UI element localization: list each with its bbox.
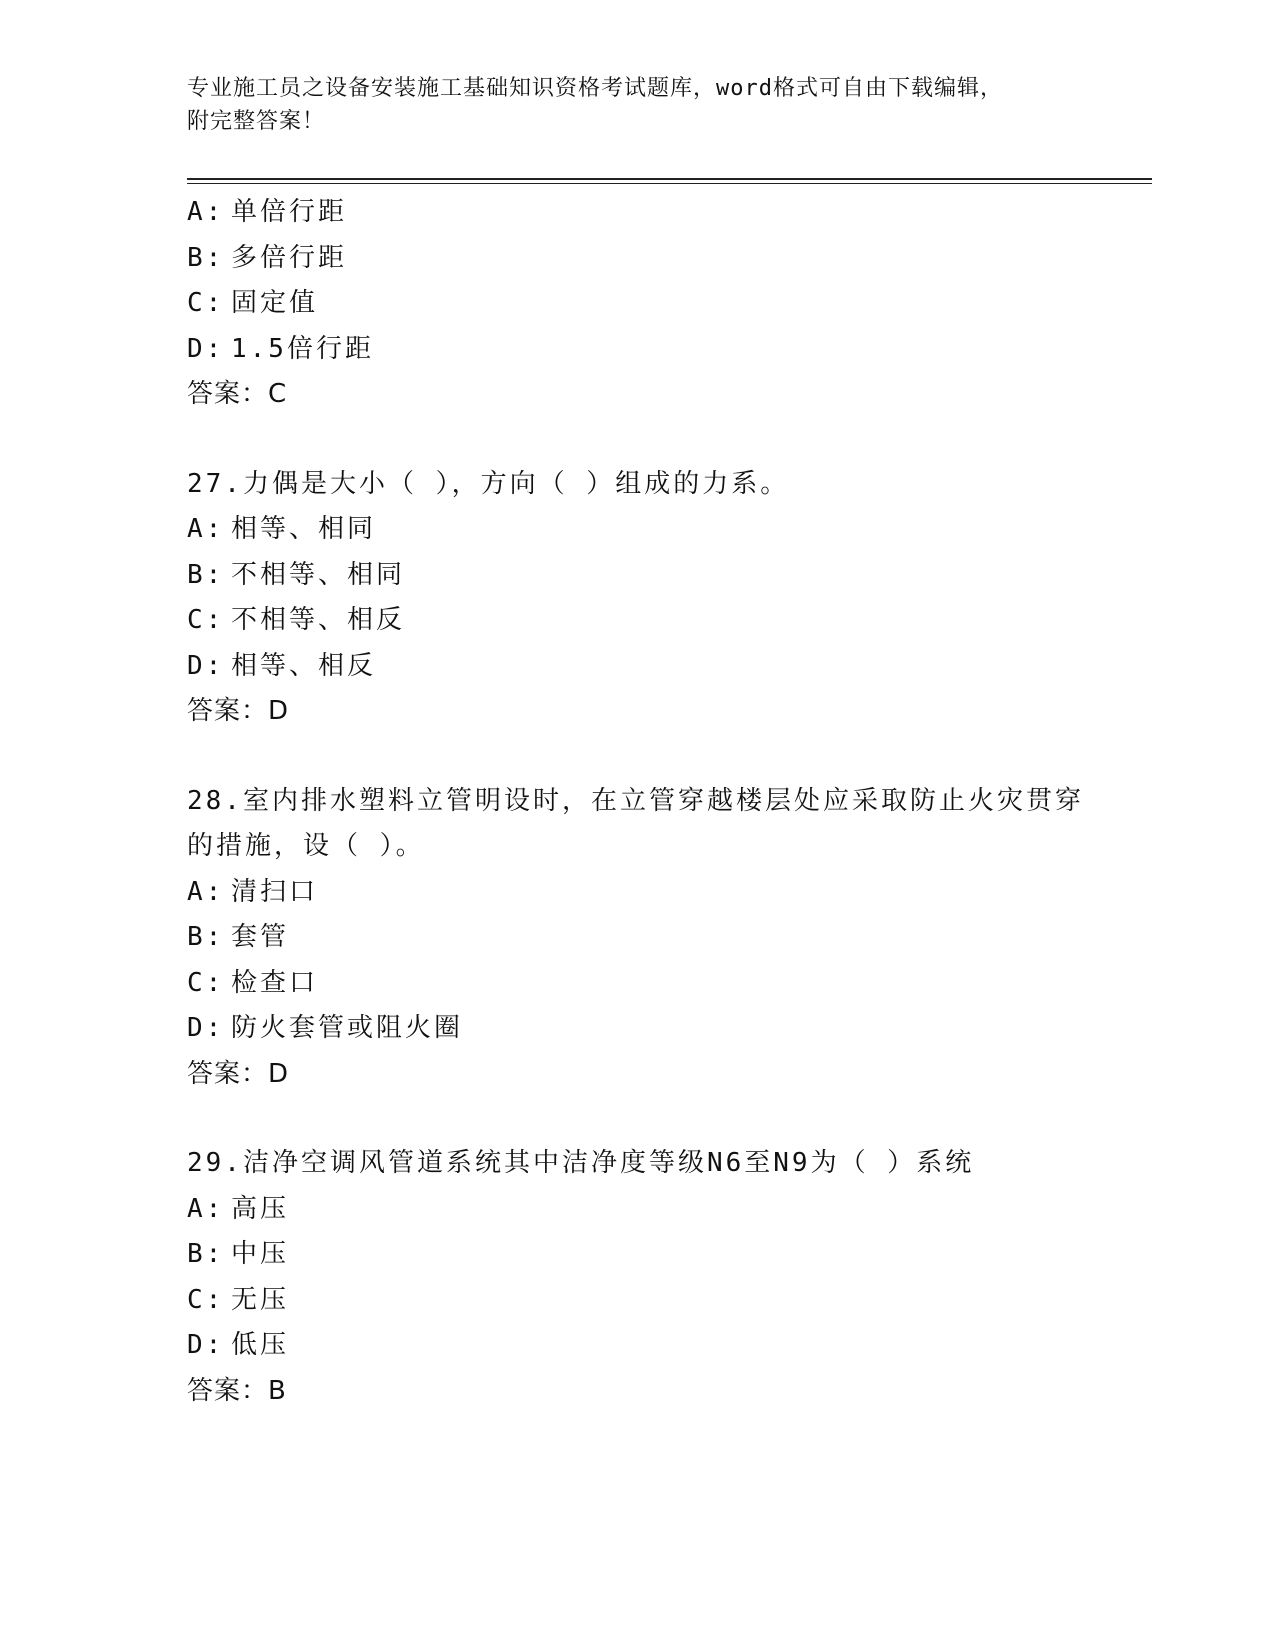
option-a [187,870,1152,916]
option-letter: D: [187,333,225,364]
option-text: 防火套管或阻火圈 [231,1013,464,1043]
option-letter: C: [187,288,225,318]
option-a [187,1187,1152,1233]
question-text: 27.力偶是大小（ ），方向（ ）组成的力系。 [187,468,790,499]
option-letter: C: [187,1284,225,1315]
header-line-2: 附完整答案！ [187,109,326,134]
answer: 答案：D [187,1058,290,1089]
document-header [187,72,1087,138]
option-a [187,190,1152,236]
option-text: 不相等、相同 [231,559,406,590]
option-a [187,507,1152,553]
option-text: 相等、相同 [231,514,377,544]
option-c [187,1278,1152,1324]
option-text: 低压 [231,1330,290,1360]
option-c [187,281,1152,327]
answer: 答案：D [187,696,290,726]
question-text: 29.洁净空调风管道系统其中洁净度等级N6至N9为（ ）系统 [187,1148,975,1178]
option-text: 相等、相反 [231,650,377,681]
option-letter: A: [187,876,225,907]
option-text: 高压 [231,1193,290,1224]
question-text-line-2: 的措施，设（ ）。 [187,831,425,861]
option-d [187,1323,1152,1369]
option-text: 固定值 [231,288,319,318]
option-letter: A: [187,1193,225,1224]
option-text: 不相等、相反 [231,605,406,635]
option-letter: A: [187,514,225,544]
question-28 [187,779,1152,1098]
option-d [187,644,1152,690]
option-b [187,553,1152,599]
option-b [187,915,1152,961]
option-b [187,236,1152,282]
option-text: 清扫口 [231,876,319,907]
option-letter: B: [187,922,225,952]
option-letter: D: [187,650,225,681]
option-letter: A: [187,197,225,227]
question-text-line-1: 28.室内排水塑料立管明设时，在立管穿越楼层处应采取防止火灾贯穿 [187,785,1084,816]
option-letter: B: [187,242,225,273]
option-text: 多倍行距 [231,242,348,273]
option-letter: D: [187,1330,225,1360]
option-letter: C: [187,605,225,635]
header-divider [187,178,1152,184]
option-text: 中压 [231,1239,290,1269]
option-text: 套管 [231,922,290,952]
option-b [187,1232,1152,1278]
option-d [187,327,1152,373]
option-text: 检查口 [231,967,319,998]
option-c [187,598,1152,644]
option-c [187,961,1152,1007]
option-letter: C: [187,967,225,998]
question-list [187,190,1152,1414]
option-text: 无压 [231,1284,290,1315]
question-26 [187,190,1152,418]
option-letter: B: [187,1239,225,1269]
answer: 答案：B [187,1375,287,1406]
question-27 [187,462,1152,735]
header-line-1: 专业施工员之设备安装施工基础知识资格考试题库，word格式可自由下载编辑， [187,76,1003,101]
option-d [187,1006,1152,1052]
option-text: 单倍行距 [231,197,348,227]
answer: 答案：C [187,379,288,409]
question-29 [187,1141,1152,1414]
option-text: 1.5倍行距 [231,333,374,364]
option-letter: D: [187,1013,225,1043]
option-letter: B: [187,559,225,590]
